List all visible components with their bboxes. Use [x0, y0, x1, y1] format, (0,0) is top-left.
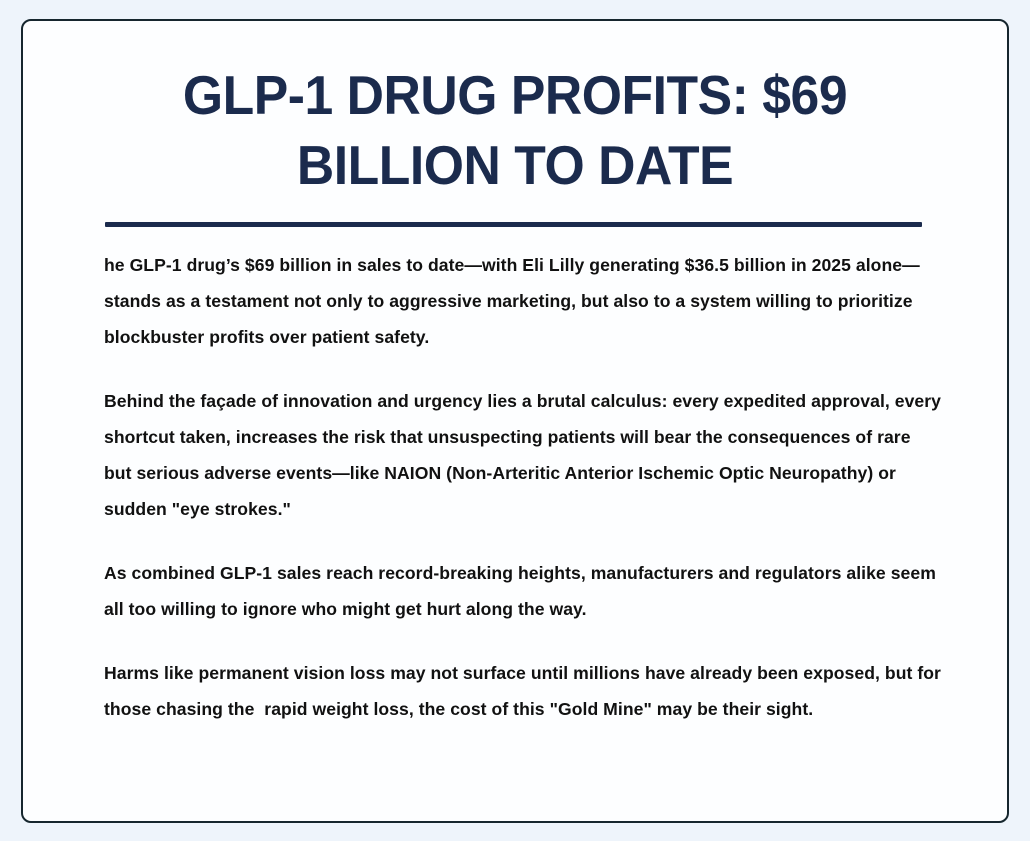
paragraph-2: Behind the façade of innovation and urgency lies a brutal calculus: every expedited approval, every shortcut taken, increases the risk that unsuspecting patients will bear the consequences of rare but serious adverse events—like NAION (Non-Arteritic Anterior Ischemic Optic Neuropathy) or sudden "eye strokes." [104, 391, 946, 519]
paragraph-3: As combined GLP-1 sales reach record-breaking heights, manufacturers and regulators alike seem all too willing to ignore who might get hurt along the way. [104, 563, 941, 619]
page-title: GLP-1 DRUG PROFITS: $69 BILLION TO DATE [182, 64, 848, 196]
paragraph-1: he GLP-1 drug’s $69 billion in sales to date—with Eli Lilly generating $36.5 billion in 2025 alone—stands as a testament not only to aggressive marketing, but also to a system willing to prioritize blockbuster profits over patient safety. [104, 255, 920, 347]
article-card [21, 19, 1009, 823]
card-content [23, 21, 1007, 821]
article-body [63, 227, 967, 727]
paragraph-4: Harms like permanent vision loss may not surface until millions have already been exposed, but for those chasing the rapid weight loss, the cost of this "Gold Mine" may be their sight. [104, 663, 946, 719]
